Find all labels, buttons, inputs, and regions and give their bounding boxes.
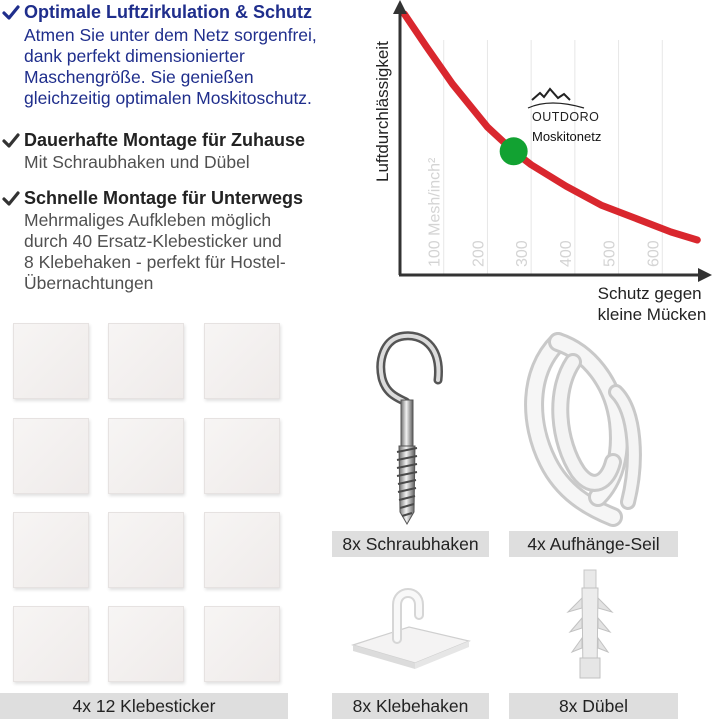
checkmark-icon [2, 4, 20, 22]
caption-rope: 4x Aufhänge-Seil [509, 531, 678, 557]
sticker-pad [108, 323, 184, 399]
checkmark-icon [2, 190, 20, 208]
x-axis-arrow [698, 268, 712, 282]
x-tick-label: 300 [514, 240, 532, 267]
sticker-pad [204, 606, 280, 682]
feature-title: Schnelle Montage für Unterwegs [24, 188, 304, 208]
outdoro-logo [528, 89, 599, 124]
sticker-pad [204, 512, 280, 588]
x-tick-label: 100 Mesh/inch² [426, 157, 444, 267]
sticker-pad [13, 512, 89, 588]
feature-title: Dauerhafte Montage für Zuhause [24, 130, 306, 150]
feature-description: Mehrmaliges Aufkleben möglich durch 40 Ersatz-Klebesticker und 8 Klebehaken - perfekt für Hostel- Übernachtungen [24, 210, 286, 293]
feature-title: Optimale Luftzirkulation & Schutz [24, 2, 313, 22]
airflow-chart [368, 0, 714, 330]
highlight-point [500, 137, 528, 165]
sticker-pad [204, 418, 280, 494]
chart-grid [444, 40, 663, 275]
dowel-image [560, 568, 620, 683]
adhesive-hook-image [345, 583, 475, 678]
y-axis-title: Luftdurchlässigkeit [373, 41, 392, 182]
caption-stickers: 4x 12 Klebesticker [0, 693, 288, 719]
y-axis-arrow [393, 0, 407, 14]
sticker-pad [13, 418, 89, 494]
sticker-pad [204, 323, 280, 399]
caption-adhesive-hooks: 8x Klebehaken [332, 693, 489, 719]
sticker-pad [108, 418, 184, 494]
x-tick-label: 200 [470, 240, 488, 267]
svg-text:OUTDORO: OUTDORO [532, 110, 600, 124]
checkmark-icon [2, 132, 20, 150]
x-tick-label: 500 [601, 240, 619, 267]
sticker-pad [13, 323, 89, 399]
sticker-pad [13, 606, 89, 682]
feature-description: Mit Schraubhaken und Dübel [24, 152, 250, 172]
rope-image [518, 332, 648, 527]
x-axis-title: Schutz gegen kleine Mücken [597, 284, 707, 324]
series-line [404, 14, 697, 240]
highlight-label: Moskitonetz [532, 129, 602, 144]
caption-dowels: 8x Dübel [509, 693, 678, 719]
x-tick-label: 600 [645, 240, 663, 267]
feature-description: Atmen Sie unter dem Netz sorgenfrei, dank perfekt dimensionierter Maschengröße. Sie genießen gleichzeitig optimalen Moskitoschutz. [24, 25, 317, 108]
sticker-pad [108, 512, 184, 588]
sticker-pad [108, 606, 184, 682]
screw-hook-image [372, 330, 452, 525]
caption-screw-hooks: 8x Schraubhaken [332, 531, 489, 557]
x-tick-label: 400 [557, 240, 575, 267]
